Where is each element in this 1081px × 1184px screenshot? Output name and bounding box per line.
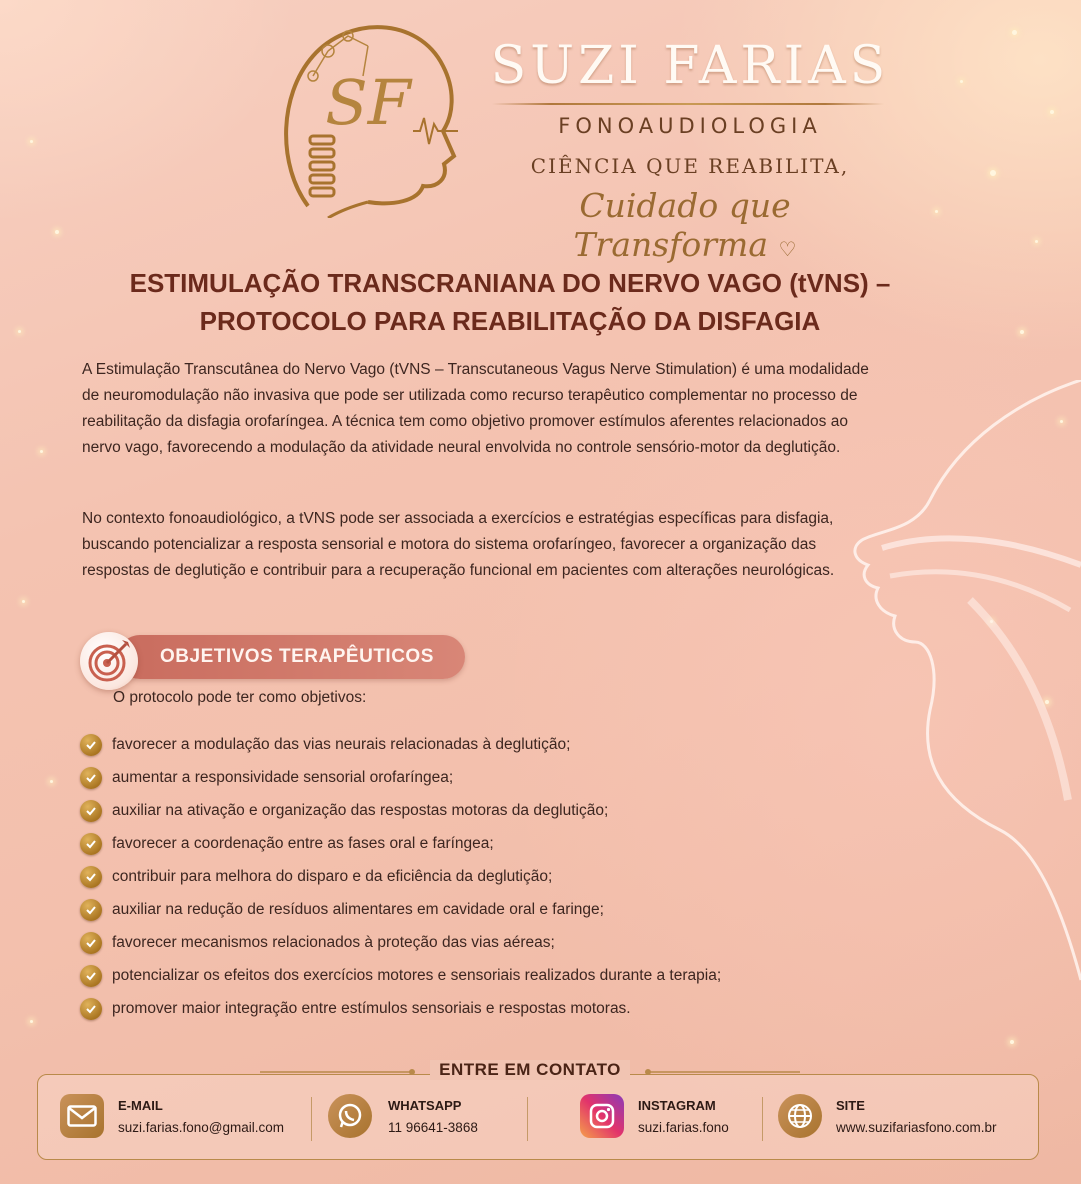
list-item	[80, 827, 721, 860]
objectives-intro: O protocolo pode ter como objetivos:	[113, 689, 367, 706]
contact-divider	[311, 1097, 312, 1141]
brand-subtitle: FONOAUDIOLOGIA	[558, 114, 822, 138]
objective-text: aumentar a responsividade sensorial orofaríngea;	[112, 768, 454, 786]
email-label: E-MAIL	[118, 1098, 163, 1113]
brand-monogram: SF	[325, 66, 411, 139]
whatsapp-label: WHATSAPP	[388, 1098, 462, 1113]
contact-divider	[527, 1097, 528, 1141]
check-icon	[80, 800, 102, 822]
check-icon	[80, 833, 102, 855]
brand-name: SUZI FARIAS	[490, 36, 890, 96]
list-item	[80, 926, 721, 959]
check-icon	[80, 965, 102, 987]
envelope-icon	[60, 1094, 104, 1138]
list-item	[80, 893, 721, 926]
check-icon	[80, 899, 102, 921]
objectives-list	[80, 728, 721, 1025]
site-value[interactable]: www.suzifariasfono.com.br	[836, 1120, 997, 1135]
check-icon	[80, 932, 102, 954]
heart-icon: ♡	[778, 237, 797, 261]
check-icon	[80, 866, 102, 888]
check-icon	[80, 767, 102, 789]
contact-whatsapp[interactable]	[328, 1094, 518, 1142]
list-item	[80, 959, 721, 992]
face-profile-illustration	[820, 380, 1081, 1080]
contact-site[interactable]	[778, 1094, 1018, 1142]
contact-instagram[interactable]	[580, 1094, 760, 1142]
site-label: SITE	[836, 1098, 865, 1113]
objective-text: favorecer a modulação das vias neurais relacionadas à deglutição;	[112, 735, 571, 753]
contact-heading	[380, 1060, 680, 1086]
tagline-line1: CIÊNCIA QUE REABILITA,	[530, 154, 850, 178]
contact-email[interactable]	[60, 1094, 300, 1142]
globe-icon	[778, 1094, 822, 1138]
instagram-label: INSTAGRAM	[638, 1098, 716, 1113]
list-item	[80, 860, 721, 893]
tagline-line2	[480, 186, 890, 264]
objective-text: favorecer a coordenação entre as fases oral e faríngea;	[112, 834, 494, 852]
objective-text: auxiliar na redução de resíduos alimentares em cavidade oral e faringe;	[112, 900, 604, 918]
list-item	[80, 992, 721, 1025]
intro-paragraph: A Estimulação Transcutânea do Nervo Vago (tVNS – Transcutaneous Vagus Nerve Stimulation) é uma modalidade de neuromodulação não invasiva que pode ser utilizada como recurso terapêutico complementar no processo de reabilitação da disfagia orofaríngea. A técnica tem como objetivo promover estímulos aferentes relacionados ao nervo vago, favorecendo a modulação da atividade neural envolvida no controle sensório-motor da deglutição.	[82, 361, 869, 456]
instagram-value[interactable]: suzi.farias.fono	[638, 1120, 729, 1135]
list-item	[80, 794, 721, 827]
contact-divider	[762, 1097, 763, 1141]
objective-text: favorecer mecanismos relacionados à proteção das vias aéreas;	[112, 933, 555, 951]
objective-text: auxiliar na ativação e organização das respostas motoras da deglutição;	[112, 801, 609, 819]
tagline-line2-text: Cuidado que Transforma	[573, 186, 791, 264]
list-item	[80, 728, 721, 761]
brand-logo-icon	[268, 6, 468, 218]
email-value[interactable]: suzi.farias.fono@gmail.com	[118, 1120, 285, 1135]
target-icon	[80, 632, 138, 690]
brand-divider	[492, 103, 884, 105]
objective-text: contribuir para melhora do disparo e da eficiência da deglutição;	[112, 867, 553, 885]
contact-heading-text: ENTRE EM CONTATO	[430, 1060, 630, 1080]
whatsapp-value[interactable]: 11 96641-3868	[388, 1120, 478, 1135]
objective-text: potencializar os efeitos dos exercícios motores e sensoriais realizados durante a terapia;	[112, 966, 722, 984]
objective-text: promover maior integração entre estímulos sensoriais e respostas motoras.	[112, 999, 631, 1017]
check-icon	[80, 734, 102, 756]
whatsapp-icon	[328, 1094, 372, 1138]
section-title-objetivos: OBJETIVOS TERAPÊUTICOS	[160, 646, 434, 667]
page-title	[60, 264, 960, 340]
page-title-line1: ESTIMULAÇÃO TRANSCRANIANA DO NERVO VAGO (tVNS) –	[129, 268, 891, 298]
list-item	[80, 761, 721, 794]
page-title-line2: PROTOCOLO PARA REABILITAÇÃO DA DISFAGIA	[199, 306, 821, 336]
context-paragraph: No contexto fonoaudiológico, a tVNS pode ser associada a exercícios e estratégias específicas para disfagia, buscando potencializar a resposta sensorial e motora do sistema orofaríngeo, favorecer a organização das respostas de deglutição e contribuir para a recuperação funcional em pacientes com alterações neurológicas.	[82, 510, 835, 579]
check-icon	[80, 998, 102, 1020]
instagram-icon	[580, 1094, 624, 1138]
